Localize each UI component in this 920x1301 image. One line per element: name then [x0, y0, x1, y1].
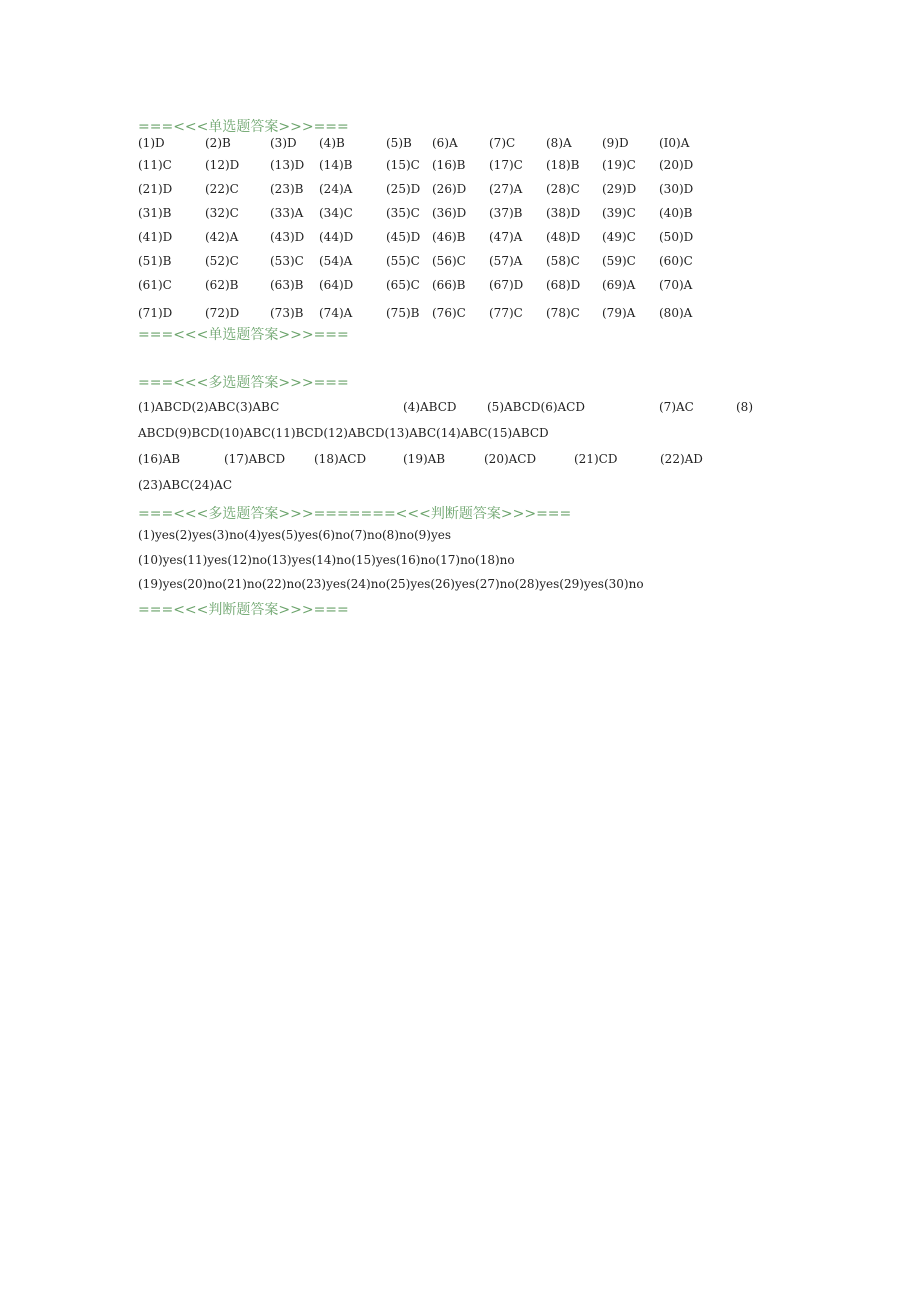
single-choice-answer: (24)A: [319, 182, 353, 196]
single-choice-answer: (17)C: [489, 158, 523, 172]
single-choice-answer: (21)D: [138, 182, 173, 196]
single-choice-answer: (33)A: [270, 206, 304, 220]
multi-answer-group: (7)AC: [659, 400, 694, 414]
combined-section-marker: ===<<<多选题答案>>>=======<<<判断题答案>>>===: [138, 506, 572, 522]
single-choice-answer: (47)A: [489, 230, 523, 244]
single-choice-answer: (73)B: [270, 306, 304, 320]
single-choice-answer: (22)C: [205, 182, 239, 196]
single-choice-answer: (27)A: [489, 182, 523, 196]
single-choice-answer: (16)B: [432, 158, 466, 172]
single-choice-answer: (48)D: [546, 230, 581, 244]
single-choice-answer: (78)C: [546, 306, 580, 320]
single-choice-answer: (14)B: [319, 158, 353, 172]
single-choice-answer: (2)B: [205, 136, 231, 150]
single-choice-answer: (46)B: [432, 230, 466, 244]
single-choice-answer: (76)C: [432, 306, 466, 320]
single-choice-answer: (44)D: [319, 230, 354, 244]
single-choice-answer: (38)D: [546, 206, 581, 220]
single-choice-answer: (69)A: [602, 278, 636, 292]
single-choice-answer: (49)C: [602, 230, 636, 244]
multi-answer-group: (19)AB: [403, 452, 446, 466]
single-choice-answer: (8)A: [546, 136, 572, 150]
single-choice-answer: (28)C: [546, 182, 580, 196]
single-choice-answer: (58)C: [546, 254, 580, 268]
single-choice-answer: (56)C: [432, 254, 466, 268]
single-choice-answer: (43)D: [270, 230, 305, 244]
single-choice-answer: (61)C: [138, 278, 172, 292]
single-choice-answer: (13)D: [270, 158, 305, 172]
single-choice-answer: (15)C: [386, 158, 420, 172]
multi-answer-group: (5)ABCD(6)ACD: [487, 400, 585, 414]
single-choice-answer: (75)B: [386, 306, 420, 320]
single-choice-answer: (74)A: [319, 306, 353, 320]
single-choice-answer: (66)B: [432, 278, 466, 292]
multi-answer-group: (20)ACD: [484, 452, 537, 466]
single-choice-answer: (12)D: [205, 158, 240, 172]
single-choice-start-marker: ===<<<单选题答案>>>===: [138, 119, 349, 135]
multi-answer-group: (1)ABCD(2)ABC(3)ABC: [138, 400, 280, 414]
single-choice-answer: (57)A: [489, 254, 523, 268]
single-choice-answer: (7)C: [489, 136, 516, 150]
single-choice-answer: (34)C: [319, 206, 353, 220]
single-choice-answer: (29)D: [602, 182, 637, 196]
single-choice-answer: (55)C: [386, 254, 420, 268]
single-choice-answer: (39)C: [602, 206, 636, 220]
single-choice-answer: (42)A: [205, 230, 239, 244]
single-choice-answer: (5)B: [386, 136, 412, 150]
single-choice-answer: (59)C: [602, 254, 636, 268]
single-choice-answer: (62)B: [205, 278, 239, 292]
multi-choice-start-marker: ===<<<多选题答案>>>===: [138, 375, 349, 391]
multi-answer-group: (22)AD: [660, 452, 703, 466]
single-choice-answer: (40)B: [659, 206, 693, 220]
multi-choice-line-4: (23)ABC(24)AC: [138, 478, 233, 492]
single-choice-answer: (1)D: [138, 136, 165, 150]
judge-line-2: (10)yes(11)yes(12)no(13)yes(14)no(15)yes(16)no(17)no(18)no: [138, 553, 515, 567]
multi-choice-line-2: ABCD(9)BCD(10)ABC(11)BCD(12)ABCD(13)ABC(14)ABC(15)ABCD: [138, 426, 549, 440]
single-choice-answer: (80)A: [659, 306, 693, 320]
single-choice-answer: (79)A: [602, 306, 636, 320]
single-choice-answer: (63)B: [270, 278, 304, 292]
multi-answer-group: (4)ABCD: [403, 400, 457, 414]
single-choice-answer: (6)A: [432, 136, 458, 150]
multi-answer-group: (17)ABCD: [224, 452, 286, 466]
single-choice-answer: (31)B: [138, 206, 172, 220]
single-choice-end-marker: ===<<<单选题答案>>>===: [138, 327, 349, 343]
judge-line-3: (19)yes(20)no(21)no(22)no(23)yes(24)no(25)yes(26)yes(27)no(28)yes(29)yes(30)no: [138, 577, 644, 591]
single-choice-answer: (36)D: [432, 206, 467, 220]
single-choice-answer: (35)C: [386, 206, 420, 220]
single-choice-answer: (32)C: [205, 206, 239, 220]
single-choice-answer: (52)C: [205, 254, 239, 268]
single-choice-answer: (60)C: [659, 254, 693, 268]
multi-answer-group: (8): [736, 400, 753, 414]
multi-answer-group: (21)CD: [574, 452, 618, 466]
single-choice-answer: (11)C: [138, 158, 172, 172]
single-choice-answer: (23)B: [270, 182, 304, 196]
single-choice-answer: (45)D: [386, 230, 421, 244]
single-choice-answer: (41)D: [138, 230, 173, 244]
judge-end-marker: ===<<<判断题答案>>>===: [138, 602, 349, 618]
single-choice-answer: (30)D: [659, 182, 694, 196]
single-choice-answer: (18)B: [546, 158, 580, 172]
single-choice-answer: (25)D: [386, 182, 421, 196]
multi-answer-group: (16)AB: [138, 452, 181, 466]
single-choice-answer: (68)D: [546, 278, 581, 292]
single-choice-answer: (19)C: [602, 158, 636, 172]
single-choice-answer: (20)D: [659, 158, 694, 172]
single-choice-answer: (70)A: [659, 278, 693, 292]
single-choice-answer: (3)D: [270, 136, 297, 150]
single-choice-answer: (64)D: [319, 278, 354, 292]
judge-line-1: (1)yes(2)yes(3)no(4)yes(5)yes(6)no(7)no(8)no(9)yes: [138, 528, 451, 542]
single-choice-answer: (65)C: [386, 278, 420, 292]
single-choice-answer: (53)C: [270, 254, 304, 268]
single-choice-answer: (26)D: [432, 182, 467, 196]
single-choice-answer: (9)D: [602, 136, 629, 150]
single-choice-answer: (51)B: [138, 254, 172, 268]
multi-answer-group: (18)ACD: [314, 452, 367, 466]
single-choice-answer: (54)A: [319, 254, 353, 268]
single-choice-answer: (37)B: [489, 206, 523, 220]
single-choice-answer: (77)C: [489, 306, 523, 320]
single-choice-answer: (72)D: [205, 306, 240, 320]
single-choice-answer: (71)D: [138, 306, 173, 320]
single-choice-answer: (67)D: [489, 278, 524, 292]
single-choice-answer: (I0)A: [659, 136, 690, 150]
single-choice-answer: (4)B: [319, 136, 345, 150]
single-choice-answer: (50)D: [659, 230, 694, 244]
